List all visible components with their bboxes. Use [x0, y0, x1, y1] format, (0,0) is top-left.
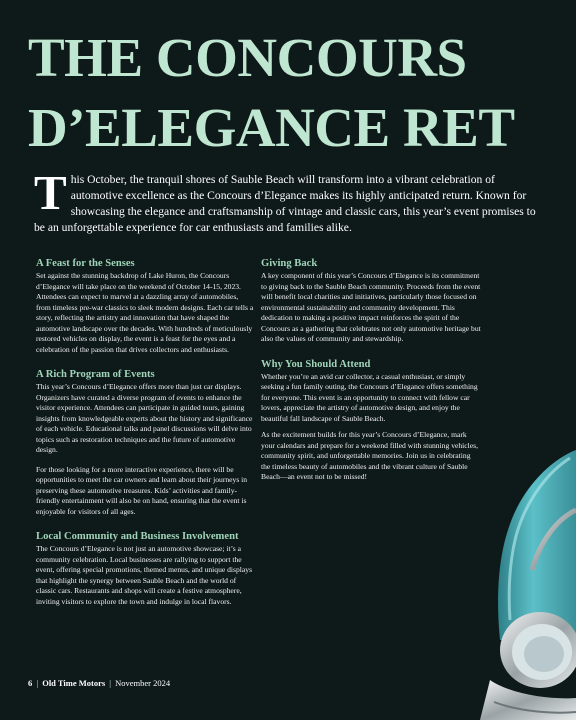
issue-date: November 2024 — [115, 678, 171, 688]
footer-divider: | — [36, 678, 39, 688]
page-footer — [28, 677, 328, 689]
section-program — [36, 368, 254, 517]
footer-divider: | — [109, 678, 111, 688]
section-paragraph: Set against the stunning backdrop of Lake Huron, the Concours d’Elegance will take place on the weekend of October 14-15, 2023. Attendees can expect to marvel at a dazzling array of automobiles, from timeless pre-war classics to sleek modern designs. Each car tells a story, reflecting the artistry and innovation that have shaped the automotive landscape over the decades. With hundreds of meticulously restored vehicles on display, the event is a feast for the eyes and a celebration of the passion that drives collectors and enthusiasts. — [36, 271, 254, 354]
section-community — [36, 530, 254, 607]
classic-car-image — [470, 450, 576, 720]
section-paragraph: This year’s Concours d’Elegance offers more than just car displays. Organizers have curated a diverse program of events to enhance the visitor experience. Attendees can participate in guided tours, gaining insights from knowledgeable experts about the history and significance of each vehicle. Educational talks and panel discussions will delve into topics such as restoration techniques and the future of automotive design. — [36, 382, 253, 454]
section-paragraph: The Concours d’Elegance is not just an automotive showcase; it’s a community celebration. Local businesses are rallying to support the event, offering special promotions, themed menus, and unique displays that highlight the synergy between Sauble Beach and the world of classic cars. Restaurants and shops will create a festive atmosphere, inviting visitors to explore the town and indulge in local flavors. — [36, 544, 253, 606]
page-number: 6 — [28, 678, 33, 688]
section-title: A Feast for the Senses — [36, 258, 135, 269]
section-title: Giving Back — [261, 258, 318, 269]
section-paragraph: For those looking for a more interactive experience, there will be opportunities to meet the car owners and learn about their journeys in preserving these automotive treasures. Kids’ activities and family-friendly entertainment will also be on hand, ensuring that the event is enjoyable for visitors of all ages. — [36, 464, 248, 516]
section-feast — [36, 257, 254, 355]
headline-line-2: D’ELEGANCE RET — [28, 97, 515, 158]
headline-line-1: THE CONCOURS — [28, 27, 467, 88]
section-paragraph: A key component of this year’s Concours d’Elegance is its commitment to giving back to the Sauble Beach community. Proceeds from the event will benefit local charities and initiatives, particularly those focused on environmental sustainability and community development. This dedication to making a positive impact reinforces the spirit of the Concours as a gathering that celebrates not only automotive heritage but also the values of community and stewardship. — [261, 271, 481, 343]
section-paragraph: As the excitement builds for this year’s Concours d’Elegance, mark your calendars and prepare for a weekend filled with stunning vehicles, community spirit, and unforgettable memories. Join us in celebrating the timeless beauty of automobiles and the vibrant culture of Sauble Beach—an event not to be missed! — [261, 430, 478, 481]
left-column — [36, 257, 254, 607]
section-giving-back — [261, 257, 481, 345]
section-title: Why You Should Attend — [261, 358, 371, 370]
section-why-attend — [261, 358, 481, 483]
intro-paragraph — [34, 165, 546, 236]
section-paragraph: Whether you’re an avid car collector, a casual enthusiast, or simply seeking a fun family outing, the Concours d’Elegance offers something for everyone. This event is an opportunity to connect with fellow car lovers, appreciate the artistry of automotive design, and enjoy the beautiful fall landscape of Sauble Beach. — [261, 371, 478, 423]
section-title: Local Community and Business Involvement — [36, 531, 239, 542]
right-column — [261, 257, 481, 483]
section-title: A Rich Program of Events — [36, 369, 155, 380]
intro-text: his October, the tranquil shores of Sauble Beach will transform into a vibrant celebration of automotive excellence as the Concours d’Elegance makes its highly anticipated return. Known for showcasing the elegance and craftsmanship of vintage and classic cars, this year’s event promises to be an unforgettable experience for car enthusiasts and families alike. — [34, 173, 536, 234]
drop-cap: T — [34, 165, 67, 220]
publication-name: Old Time Motors — [42, 678, 106, 688]
